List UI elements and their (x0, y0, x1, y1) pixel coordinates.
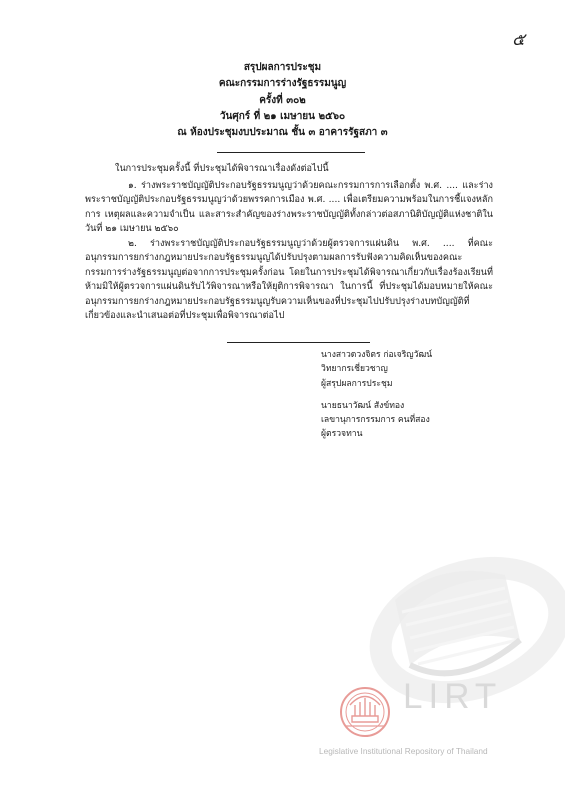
signer-title: เลขานุการกรรมการ คนที่สอง (321, 415, 430, 426)
parliament-seal-icon (341, 688, 389, 736)
header-line-2: คณะกรรมการร่างรัฐธรรมนูญ (218, 78, 347, 90)
signer-name: นางสาวดวงจิตร ก่อเจริญวัฒน์ (321, 350, 433, 360)
header-line-1: สรุปผลการประชุม (243, 62, 322, 73)
header-line-5: ณ ห้องประชุมงบประมาณ ชั้น ๓ อาคารรัฐสภา ๓ (177, 127, 388, 139)
signer-title: วิทยากรเชี่ยวชาญ (321, 364, 388, 375)
agenda-item-1: ๑. ร่างพระราชบัญญัติประกอบรัฐธรรมนูญว่าด้วยคณะกรรมการการเลือกตั้ง พ.ศ. .... และร่างพระราชบัญญัติประกอบรัฐธรรมนูญว่าด้วยพรรคการเมือง พ.ศ. .... เพื่อเตรียมความพร้อมในการชี้แจงหลักการ เหตุผลและความจำเป็น และสาระสำคัญของร่างพระราชบัญญัติทั้งกล่าวต่อสภานิติบัญญัติแห่งชาติในวันที่ ๒๑ เมษายน ๒๕๖๐ (85, 180, 493, 234)
signature-section (321, 348, 432, 450)
signer-role: ผู้ตรวจทาน (321, 429, 363, 440)
document-body (85, 162, 493, 324)
watermark-title: LIRT (403, 677, 503, 716)
signature-block-summarizer (321, 348, 432, 391)
watermark-subtitle: Legislative Institutional Repository of Thailand (319, 746, 488, 756)
signature-block-reviewer (321, 399, 432, 442)
header-line-4: วันศุกร์ ที่ ๒๑ เมษายน ๒๕๖๐ (219, 110, 346, 122)
divider-bottom (227, 342, 370, 343)
page-number: ๕ (512, 30, 525, 50)
body-intro: ในการประชุมครั้งนี้ ที่ประชุมได้พิจารณาเรื่องดังต่อไปนี้ (115, 164, 329, 174)
divider-top (217, 152, 365, 153)
signer-role: ผู้สรุปผลการประชุม (321, 378, 393, 389)
agenda-item-2: ๒. ร่างพระราชบัญญัติประกอบรัฐธรรมนูญว่าด้วยผู้ตรวจการแผ่นดิน พ.ศ. .... ที่คณะอนุกรรมการยกร่างกฎหมายประกอบรัฐธรรมนูญได้ปรับปรุงตามผลการรับฟังความคิดเห็นของคณะกรรมการร่างรัฐธรรมนูญต่อจากการประชุมครั้งก่อน โดยในการประชุมได้พิจารณาเกี่ยวกับเรื่องร้องเรียนที่ห้ามมิให้ผู้ตรวจการแผ่นดินรับไว้พิจารณาหรือให้ยุติการพิจารณา ในการนี้ ที่ประชุมได้มอบหมายให้คณะอนุกรรมการยกร่างกฎหมายประกอบรัฐธรรมนูญรับความเห็นของที่ประชุมไปปรับปรุงร่างบทบัญญัติที่เกี่ยวข้องและนำเสนอต่อที่ประชุมเพื่อพิจารณาต่อไป (85, 238, 493, 321)
signer-name: นายธนาวัฒน์ สังข์ทอง (321, 400, 405, 411)
header-line-3: ครั้งที่ ๓๐๒ (259, 94, 306, 106)
document-header (0, 60, 565, 141)
